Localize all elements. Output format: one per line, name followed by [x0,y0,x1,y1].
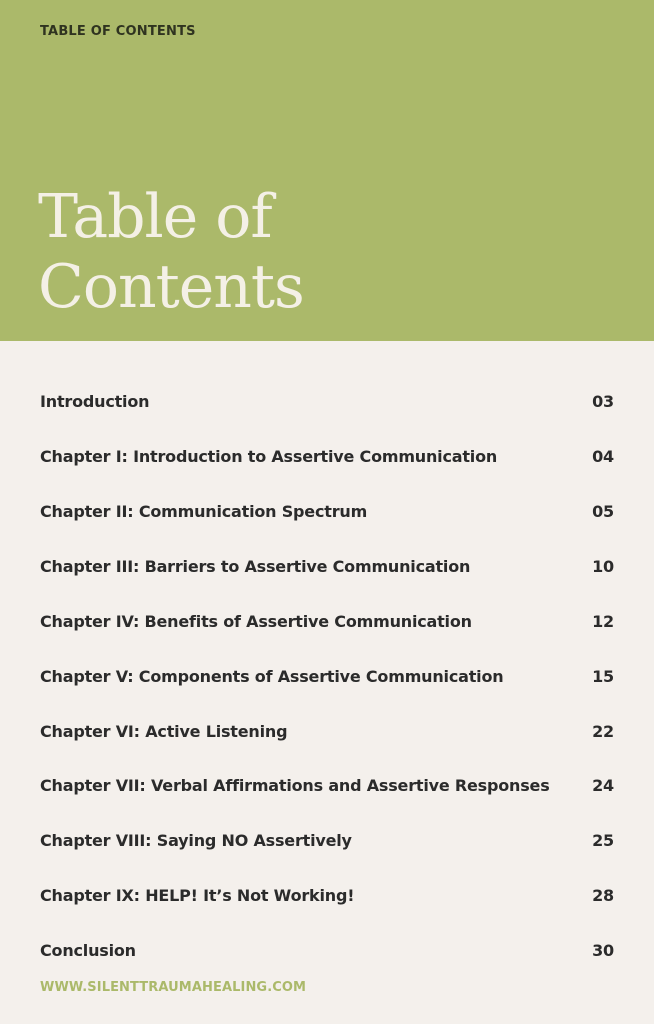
toc-entry-title: Chapter III: Barriers to Assertive Communication [40,557,471,576]
toc-entry-title: Introduction [40,392,150,411]
page-title [38,182,304,322]
toc-entry-chapter-9[interactable] [40,868,614,923]
toc-entry-title: Chapter VII: Verbal Affirmations and Assertive Responses [40,776,550,796]
toc-entry-title: Chapter VIII: Saying NO Assertively [40,831,352,850]
header-banner [0,0,654,341]
toc-entry-chapter-5[interactable] [40,649,614,704]
toc-entry-title: Conclusion [40,941,136,960]
toc-entry-page: 28 [592,886,614,905]
toc-entry-page: 03 [592,392,614,411]
toc-entry-chapter-8[interactable] [40,813,614,868]
page-title-line-1: Table of [38,182,272,252]
toc-entry-introduction[interactable] [40,374,614,429]
toc-entry-chapter-7[interactable] [40,759,614,814]
toc-entry-page: 10 [592,557,614,576]
toc-entry-title: Chapter IV: Benefits of Assertive Communication [40,612,472,631]
section-kicker: TABLE OF CONTENTS [40,24,196,39]
toc-entry-chapter-6[interactable] [40,704,614,759]
toc-entry-title: Chapter II: Communication Spectrum [40,502,368,521]
toc-entry-page: 12 [592,612,614,631]
toc-entry-chapter-1[interactable] [40,429,614,484]
toc-entry-page: 22 [592,721,614,741]
toc-entry-title: Chapter VI: Active Listening [40,721,288,741]
toc-entry-page: 25 [592,831,614,850]
toc-list [40,374,614,978]
toc-entry-chapter-3[interactable] [40,539,614,594]
toc-entry-chapter-2[interactable] [40,484,614,539]
toc-entry-title: Chapter I: Introduction to Assertive Communication [40,447,498,466]
toc-entry-chapter-4[interactable] [40,594,614,649]
website-link[interactable]: WWW.SILENTTRAUMAHEALING.COM [40,980,307,995]
toc-entry-page: 15 [592,667,614,686]
toc-entry-page: 30 [592,941,614,960]
toc-entry-title: Chapter IX: HELP! It’s Not Working! [40,886,355,905]
page-title-line-2: Contents [38,252,304,322]
toc-entry-conclusion[interactable] [40,923,614,978]
toc-entry-page: 04 [592,447,614,466]
toc-entry-page: 24 [592,776,614,796]
toc-entry-page: 05 [592,502,614,521]
toc-entry-title: Chapter V: Components of Assertive Communication [40,667,504,686]
